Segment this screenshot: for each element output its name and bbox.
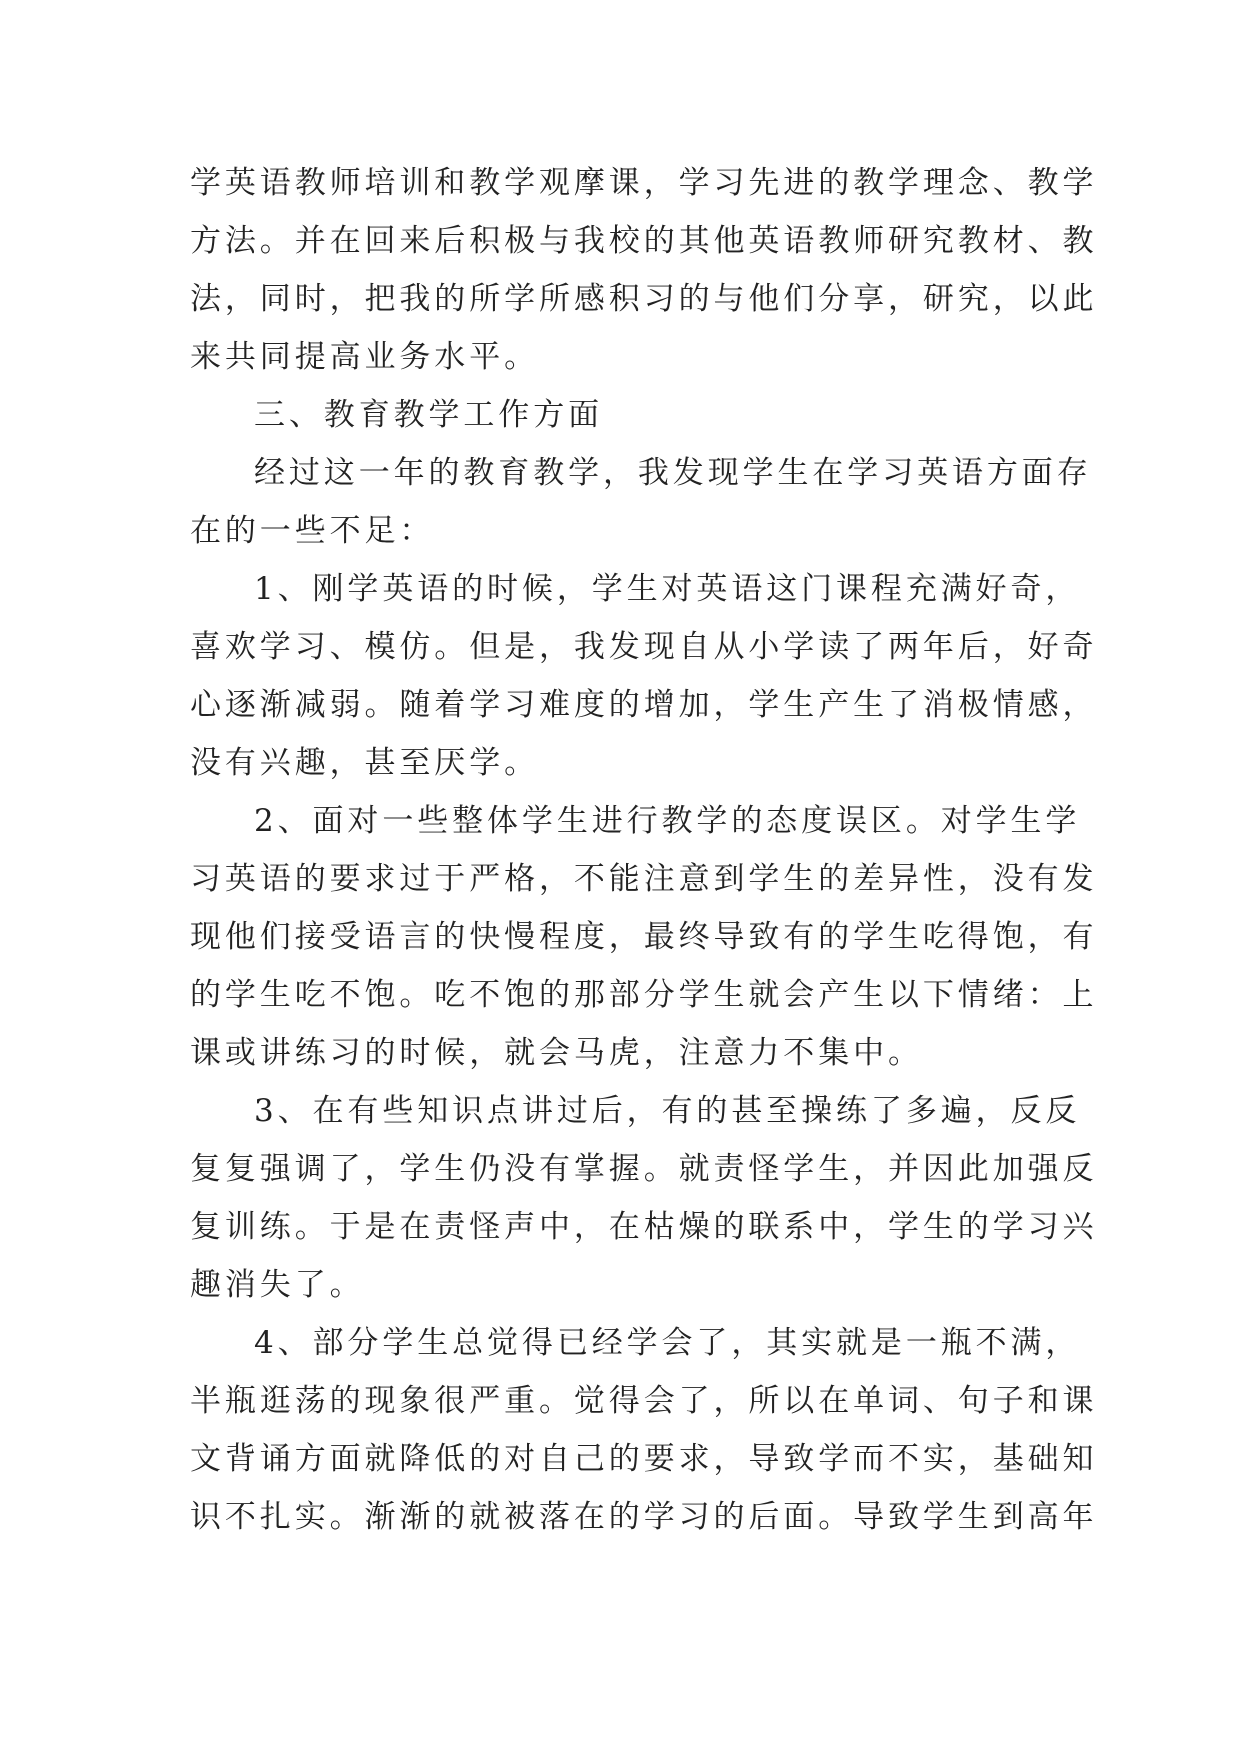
text-line: 喜欢学习、模仿。但是，我发现自从小学读了两年后，好奇 (190, 629, 1098, 665)
section-heading: 三、教育教学工作方面 (254, 397, 603, 433)
text-line: 在的一些不足： (190, 513, 435, 549)
text-line: 3、在有些知识点讲过后，有的甚至操练了多遍，反反 (254, 1093, 1081, 1129)
text-line: 2、面对一些整体学生进行教学的态度误区。对学生学 (254, 803, 1081, 839)
text-line: 方法。并在回来后积极与我校的其他英语教师研究教材、教 (190, 223, 1098, 259)
text-line: 习英语的要求过于严格，不能注意到学生的差异性，没有发 (190, 861, 1098, 897)
text-line: 没有兴趣，甚至厌学。 (190, 745, 539, 781)
text-line: 半瓶逛荡的现象很严重。觉得会了，所以在单词、句子和课 (190, 1383, 1098, 1419)
text-line: 的学生吃不饱。吃不饱的那部分学生就会产生以下情绪：上 (190, 977, 1098, 1013)
text-line: 趣消失了。 (190, 1267, 365, 1303)
text-line: 现他们接受语言的快慢程度，最终导致有的学生吃得饱，有 (190, 919, 1098, 955)
text-line: 复训练。于是在责怪声中，在枯燥的联系中，学生的学习兴 (190, 1209, 1098, 1245)
text-line: 心逐渐减弱。随着学习难度的增加，学生产生了消极情感， (190, 687, 1098, 723)
text-line: 经过这一年的教育教学，我发现学生在学习英语方面存 (254, 455, 1092, 491)
text-line: 复复强调了，学生仍没有掌握。就责怪学生，并因此加强反 (190, 1151, 1098, 1187)
text-line: 来共同提高业务水平。 (190, 339, 539, 375)
text-line: 法，同时，把我的所学所感积习的与他们分享，研究，以此 (190, 281, 1098, 317)
text-line: 课或讲练习的时候，就会马虎，注意力不集中。 (190, 1035, 923, 1071)
text-line: 4、部分学生总觉得已经学会了，其实就是一瓶不满， (254, 1325, 1081, 1361)
text-line: 文背诵方面就降低的对自己的要求，导致学而不实，基础知 (190, 1441, 1098, 1477)
text-line: 学英语教师培训和教学观摩课，学习先进的教学理念、教学 (190, 165, 1098, 201)
text-line: 识不扎实。渐渐的就被落在的学习的后面。导致学生到高年 (190, 1499, 1098, 1535)
text-line: 1、刚学英语的时候，学生对英语这门课程充满好奇， (254, 571, 1081, 607)
